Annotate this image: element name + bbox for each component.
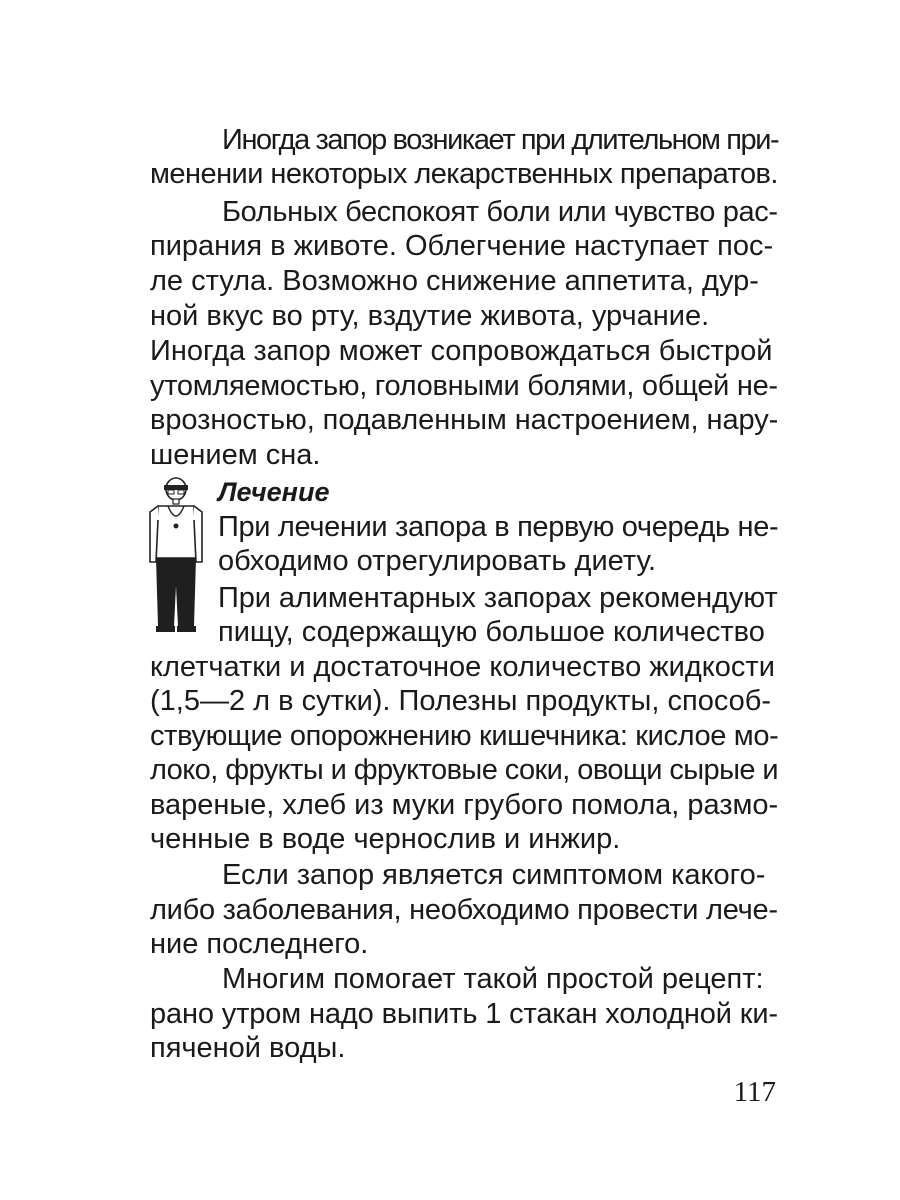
paragraph-line: рано утром надо выпить 1 стакан холодной ки- (150, 998, 778, 1030)
paragraph-line: (1,5—2 л в сутки). Полезны продукты, способ- (150, 685, 772, 717)
paragraph-line: менении некоторых лекарственных препаратов. (150, 158, 778, 190)
paragraph-line: ние последнего. (150, 928, 369, 960)
paragraph-line: врозностью, подавленным настроением, нару- (150, 404, 779, 436)
section-heading: Лечение (218, 477, 330, 507)
paragraph-line: ствующие опорожнению кишечника: кислое мо- (150, 720, 779, 752)
paragraph-line: клетчатки и достаточное количество жидкости (150, 651, 775, 683)
paragraph-line: обходимо отрегулировать диету. (218, 545, 657, 577)
paragraph-line: пяченой воды. (150, 1032, 346, 1064)
paragraph-line: пирания в животе. Облегчение наступает пос- (150, 230, 774, 262)
paragraph-line: При алиментарных запорах рекомендуют (218, 582, 778, 614)
paragraph-line: утомляемостью, головными болями, общей не- (150, 370, 778, 402)
paragraph-line: Многим помогает такой простой рецепт: (222, 963, 764, 995)
paragraph-line: ной вкус во рту, вздутие живота, урчание. (150, 300, 710, 332)
paragraph-line: ченные в воде чернослив и инжир. (150, 823, 621, 855)
paragraph-line: шением сна. (150, 439, 321, 471)
paragraph-line: Иногда запор может сопровождаться быстрой (150, 335, 773, 367)
paragraph-line: ле стула. Возможно снижение аппетита, дур- (150, 265, 759, 297)
paragraph-line: Иногда запор возникает при длительном при- (222, 124, 779, 156)
paragraph-line: Больных беспокоят боли или чувство рас- (222, 196, 778, 228)
paragraph-line: либо заболевания, необходимо провести лече- (150, 894, 778, 926)
paragraph-line: пищу, содержащую большое количество (218, 616, 765, 648)
doctor-figure-icon (144, 476, 208, 636)
paragraph-line: локо, фрукты и фруктовые соки, овощи сырые и (150, 754, 779, 786)
page-number: 117 (733, 1076, 776, 1108)
paragraph-line: При лечении запора в первую очередь не- (218, 511, 779, 543)
paragraph-line: вареные, хлеб из муки грубого помола, размо- (150, 789, 779, 821)
paragraph-line: Если запор является симптомом какого- (222, 859, 766, 891)
